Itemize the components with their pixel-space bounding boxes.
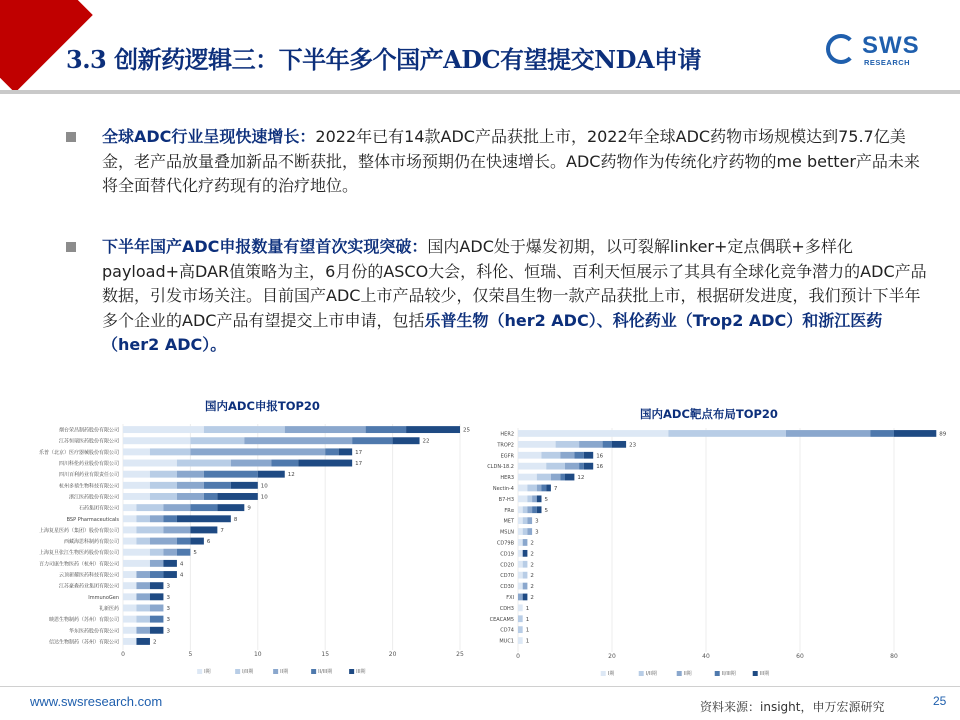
bar-segment <box>123 526 136 533</box>
bar-segment <box>574 452 583 459</box>
bullet-emphasis: 乐普生物（her2 ADC）、科伦药业（Trop2 ADC）和浙江医药（her2 ADC）。 <box>102 310 883 354</box>
bar-segment <box>123 426 204 433</box>
bar-segment <box>123 448 150 455</box>
category-label: 百力司康生物医药（杭州）有限公司 <box>38 561 119 568</box>
chart-title-right: 国内ADC靶点布局TOP20 <box>640 407 778 421</box>
bar-segment <box>123 605 136 612</box>
bar-segment <box>150 593 163 600</box>
category-label: MSLN <box>499 529 514 536</box>
bar-segment <box>285 426 366 433</box>
x-tick-label: 5 <box>188 651 193 658</box>
bar-segment <box>150 627 163 634</box>
legend-label: II期 <box>280 669 289 675</box>
bullet-text: 2022年已有14款ADC产品获批上市，2022年全球ADC药物市场规模达到75.7亿美金，老产品放量叠加新品不断获批，整体市场预期仍在快速增长。ADC药物作为传统化疗药物的me better产品未来将全面替代化疗药现有的治疗地位。 <box>102 127 920 195</box>
bar-segment <box>231 460 271 467</box>
bar-segment <box>177 493 204 500</box>
bar-segment <box>123 515 136 522</box>
bar-segment <box>177 515 231 522</box>
bar-segment <box>177 538 190 545</box>
data-label: 17 <box>355 461 363 468</box>
bar-segment <box>565 474 574 481</box>
bar-segment <box>150 549 163 556</box>
bar-segment <box>150 538 177 545</box>
bullet-global-adc <box>66 125 932 199</box>
bar-segment <box>537 474 551 481</box>
bar-segment <box>150 448 190 455</box>
logo-text: SWS <box>862 32 920 59</box>
bar-segment <box>565 463 579 470</box>
bar-segment <box>518 517 523 524</box>
bar-segment <box>177 460 231 467</box>
bar-segment <box>123 471 150 478</box>
bar-segment <box>136 515 149 522</box>
data-label: 12 <box>287 472 295 479</box>
x-tick-label: 60 <box>796 653 804 660</box>
category-label: MUC1 <box>499 638 514 645</box>
bar-segment <box>123 538 136 545</box>
legend-label: II/III期 <box>721 671 736 677</box>
footer-divider <box>0 686 960 687</box>
chart-adc-targets <box>487 425 947 680</box>
x-tick-label: 10 <box>253 651 262 658</box>
bar-segment <box>366 426 406 433</box>
footer-url[interactable]: www.swsresearch.com <box>30 694 163 709</box>
bullet-text: 国内ADC处于爆发初期，以可裂解linker+定点偶联+多样化payload+高DAR值策略为主，6月份的ASCO大会，科伦、恒瑞、百利天恒展示了其具有全球化竞争潜力的ADC产品数据，引发市场关注。目前国产ADC上市产品较少，仅荣昌生物一款产品获批上市，根据研发进度，我们预计下半年多个企业的ADC产品有望提交上市申请，包括 <box>102 237 927 330</box>
legend-label: I/II期 <box>242 669 254 675</box>
data-label: 1 <box>525 638 530 645</box>
data-label: 89 <box>939 431 947 438</box>
bar-segment <box>150 493 177 500</box>
data-label: 25 <box>463 427 470 434</box>
bar-segment <box>123 560 150 567</box>
bar-segment <box>523 539 528 546</box>
bar-segment <box>518 441 556 448</box>
bullet-marker-icon <box>66 132 76 142</box>
bar-segment <box>150 471 177 478</box>
x-tick-label: 0 <box>121 651 125 658</box>
bar-segment <box>584 452 593 459</box>
category-label: CEACAM5 <box>489 616 514 623</box>
data-label: 5 <box>193 550 197 557</box>
bar-segment <box>603 441 612 448</box>
bar-segment <box>190 526 217 533</box>
bar-segment <box>339 448 352 455</box>
bar-segment <box>527 485 536 492</box>
bar-segment <box>258 471 285 478</box>
bar-segment <box>123 616 136 623</box>
bar-segment <box>523 572 528 579</box>
category-label: CD19 <box>500 551 514 558</box>
header-divider <box>0 90 960 94</box>
bar-segment <box>123 482 150 489</box>
bar-segment <box>136 616 149 623</box>
category-label: 杭州多禧生物科技有限公司 <box>58 483 119 490</box>
bar-segment <box>177 471 204 478</box>
legend-label: III期 <box>356 669 366 675</box>
data-label: 5 <box>544 496 548 503</box>
category-label: 礼新医药 <box>98 605 119 612</box>
bar-segment <box>523 528 528 535</box>
category-label: CDH3 <box>499 605 514 612</box>
data-label: 8 <box>233 516 238 523</box>
bar-segment <box>150 482 177 489</box>
bar-segment <box>150 605 163 612</box>
page-number: 25 <box>933 694 947 708</box>
data-label: 23 <box>629 442 637 449</box>
bar-segment <box>560 474 565 481</box>
bar-segment <box>163 571 176 578</box>
data-label: 3 <box>166 605 170 612</box>
x-tick-label: 20 <box>388 651 397 658</box>
legend-swatch <box>677 671 682 676</box>
bullet-lead: 下半年国产ADC申报数量有望首次实现突破： <box>102 237 428 256</box>
legend-swatch <box>235 669 240 674</box>
bar-segment <box>123 549 150 556</box>
category-label: CD20 <box>500 562 514 569</box>
legend-swatch <box>273 669 278 674</box>
x-tick-label: 40 <box>702 653 710 660</box>
footer-source: 资料来源：insight，申万宏源研究 <box>700 700 885 714</box>
category-label: 西藏海思科制药有限公司 <box>63 539 119 546</box>
bar-segment <box>556 441 580 448</box>
bar-segment <box>352 437 392 444</box>
logo-subtext: RESEARCH <box>864 58 911 67</box>
category-label: MET <box>503 518 514 525</box>
category-label: 映恩生物制药（苏州）有限公司 <box>48 617 119 624</box>
bar-segment <box>518 474 537 481</box>
bar-segment <box>894 430 936 437</box>
bar-segment <box>136 582 149 589</box>
legend-swatch <box>349 669 354 674</box>
category-label: 江苏豪森药业集团有限公司 <box>58 583 119 590</box>
bar-segment <box>668 430 786 437</box>
bar-segment <box>325 448 338 455</box>
category-label: 四川科伦药业股份有限公司 <box>58 461 119 468</box>
category-label: BSP Pharmaceuticals <box>66 516 119 523</box>
legend-swatch <box>601 671 606 676</box>
bar-segment <box>150 582 163 589</box>
bar-segment <box>542 452 561 459</box>
data-label: 2 <box>152 639 157 646</box>
category-label: 烟台荣昌制药股份有限公司 <box>58 427 119 434</box>
bar-segment <box>518 463 546 470</box>
bar-segment <box>527 495 532 502</box>
chart-title-left: 国内ADC申报TOP20 <box>205 399 320 413</box>
bar-segment <box>527 528 532 535</box>
data-label: 4 <box>179 561 184 568</box>
x-tick-label: 20 <box>608 653 616 660</box>
bar-segment <box>123 571 136 578</box>
bar-segment <box>579 463 584 470</box>
logo-mark-icon <box>826 34 856 64</box>
category-label: 江苏恒瑞医药股份有限公司 <box>58 438 119 445</box>
legend-swatch <box>311 669 316 674</box>
bar-segment <box>136 638 149 645</box>
category-label: CD70 <box>500 573 514 580</box>
bar-segment <box>217 504 244 511</box>
bar-segment <box>537 506 542 513</box>
bar-segment <box>518 626 523 633</box>
bar-segment <box>177 549 190 556</box>
category-label: CD79B <box>496 540 514 547</box>
category-label: ImmunoGen <box>88 594 119 601</box>
bar-segment <box>298 460 352 467</box>
bar-segment <box>163 504 190 511</box>
data-label: 2 <box>530 584 534 591</box>
bar-segment <box>518 615 523 622</box>
legend-label: II/III期 <box>318 669 333 675</box>
bar-segment <box>518 485 527 492</box>
category-label: HER3 <box>500 475 514 482</box>
bar-segment <box>123 493 150 500</box>
bar-segment <box>523 506 528 513</box>
data-label: 4 <box>179 572 184 579</box>
bar-segment <box>551 474 560 481</box>
data-label: 10 <box>260 483 268 490</box>
bar-segment <box>136 504 163 511</box>
corner-accent <box>0 0 70 90</box>
data-label: 1 <box>525 627 530 634</box>
chart-adc-applications <box>28 420 478 680</box>
bar-segment <box>204 493 217 500</box>
bar-segment <box>560 452 574 459</box>
bar-segment <box>518 583 523 590</box>
bar-segment <box>393 437 420 444</box>
bar-segment <box>123 504 136 511</box>
data-label: 12 <box>577 475 585 482</box>
bar-segment <box>523 561 528 568</box>
bar-segment <box>518 572 523 579</box>
bullet-domestic-adc <box>66 235 932 358</box>
data-label: 10 <box>260 494 268 501</box>
bar-segment <box>163 526 190 533</box>
bar-segment <box>537 495 542 502</box>
bar-segment <box>204 426 285 433</box>
x-tick-label: 25 <box>456 651 464 658</box>
bullet-marker-icon <box>66 242 76 252</box>
data-label: 16 <box>596 453 604 460</box>
bar-segment <box>150 571 163 578</box>
bar-segment <box>190 437 244 444</box>
bar-segment <box>204 482 231 489</box>
bar-segment <box>518 561 523 568</box>
bullet-lead: 全球ADC行业呈现快速增长： <box>102 127 316 146</box>
bar-segment <box>150 616 163 623</box>
bar-segment <box>136 526 163 533</box>
bar-segment <box>518 528 523 535</box>
category-label: EGFR <box>500 453 514 460</box>
bar-segment <box>518 452 542 459</box>
bar-segment <box>136 593 149 600</box>
bar-segment <box>123 460 177 467</box>
bar-segment <box>871 430 895 437</box>
data-label: 2 <box>530 540 534 547</box>
bar-segment <box>150 560 163 567</box>
data-label: 1 <box>525 616 530 623</box>
bar-segment <box>136 571 149 578</box>
bar-segment <box>518 550 523 557</box>
category-label: FXI <box>506 594 514 601</box>
bar-segment <box>244 437 352 444</box>
bar-segment <box>136 605 149 612</box>
data-label: 5 <box>544 507 548 514</box>
bar-segment <box>163 549 176 556</box>
bar-segment <box>136 538 149 545</box>
legend-label: III期 <box>759 671 770 677</box>
data-label: 3 <box>166 617 170 624</box>
data-label: 3 <box>166 628 170 635</box>
category-label: 信达生物制药（苏州）有限公司 <box>48 639 119 646</box>
bar-segment <box>542 485 547 492</box>
category-label: Nectin-4 <box>492 485 514 492</box>
category-label: CLDN-18.2 <box>487 464 514 471</box>
legend-label: I期 <box>204 669 211 675</box>
bar-segment <box>518 495 527 502</box>
legend-swatch <box>753 671 758 676</box>
bar-segment <box>177 482 204 489</box>
x-tick-label: 15 <box>321 651 330 658</box>
data-label: 7 <box>220 527 224 534</box>
bar-segment <box>523 594 528 601</box>
category-label: 华东医药股份有限公司 <box>68 628 119 635</box>
bar-segment <box>532 495 537 502</box>
bar-segment <box>523 550 528 557</box>
bar-segment <box>523 517 528 524</box>
bar-segment <box>527 506 532 513</box>
data-label: 7 <box>553 485 558 492</box>
bar-segment <box>527 517 532 524</box>
category-label: CD30 <box>500 584 514 591</box>
bar-segment <box>231 482 258 489</box>
category-label: FRα <box>504 507 514 514</box>
bar-segment <box>271 460 298 467</box>
page-title: 3.3 创新药逻辑三：下半年多个国产ADC有望提交NDA申请 <box>66 45 702 74</box>
category-label: 上海复旦张江生物医药股份有限公司 <box>38 550 119 557</box>
bar-segment <box>518 594 523 601</box>
category-label: HER2 <box>500 431 514 438</box>
bar-segment <box>217 493 257 500</box>
data-label: 1 <box>525 605 530 612</box>
category-label: 石药集团有限公司 <box>78 505 119 512</box>
x-tick-label: 0 <box>516 653 520 660</box>
legend-label: I期 <box>607 671 615 677</box>
bar-segment <box>123 593 136 600</box>
legend-swatch <box>639 671 644 676</box>
data-label: 2 <box>530 573 534 580</box>
category-label: 乐普（北京）医疗器械股份有限公司 <box>38 449 119 456</box>
bar-segment <box>150 515 163 522</box>
category-label: B7-H3 <box>498 496 514 503</box>
x-tick-label: 80 <box>890 653 898 660</box>
bar-segment <box>518 430 668 437</box>
bar-segment <box>190 448 325 455</box>
legend-label: II期 <box>683 671 692 677</box>
category-label: 浙江医药股份有限公司 <box>68 494 119 501</box>
bar-segment <box>136 627 149 634</box>
bar-segment <box>190 538 203 545</box>
legend-swatch <box>715 671 720 676</box>
bar-segment <box>786 430 871 437</box>
bar-segment <box>579 441 603 448</box>
data-label: 3 <box>535 529 539 536</box>
data-label: 2 <box>530 594 534 601</box>
data-label: 3 <box>535 518 539 525</box>
data-label: 2 <box>530 551 534 558</box>
legend-swatch <box>197 669 202 674</box>
bar-segment <box>584 463 593 470</box>
bar-segment <box>523 583 528 590</box>
bar-segment <box>406 426 460 433</box>
data-label: 6 <box>206 539 211 546</box>
category-label: 上海复星医药（集团）股份有限公司 <box>38 527 119 534</box>
bar-segment <box>518 637 523 644</box>
category-label: 云顶新耀医药科技有限公司 <box>58 572 119 579</box>
bar-segment <box>123 638 136 645</box>
bar-segment <box>546 485 551 492</box>
data-label: 3 <box>166 594 170 601</box>
bar-segment <box>532 506 537 513</box>
data-label: 17 <box>355 449 363 456</box>
bar-segment <box>123 627 136 634</box>
bar-segment <box>612 441 626 448</box>
bar-segment <box>123 437 190 444</box>
bar-segment <box>190 504 217 511</box>
data-label: 9 <box>247 505 251 512</box>
data-label: 16 <box>596 464 604 471</box>
bar-segment <box>123 582 136 589</box>
category-label: TROP2 <box>497 442 514 449</box>
data-label: 3 <box>166 583 170 590</box>
sws-logo <box>826 32 938 76</box>
bar-segment <box>546 463 565 470</box>
category-label: CD74 <box>500 627 514 634</box>
bar-segment <box>537 485 542 492</box>
bar-segment <box>518 506 523 513</box>
data-label: 2 <box>530 562 534 569</box>
bar-segment <box>518 539 523 546</box>
bar-segment <box>163 560 176 567</box>
data-label: 22 <box>422 438 430 445</box>
bar-segment <box>518 604 523 611</box>
legend-label: I/II期 <box>645 671 657 677</box>
bar-segment <box>163 515 176 522</box>
bar-segment <box>204 471 258 478</box>
category-label: 四川百利药业有限责任公司 <box>58 472 119 479</box>
